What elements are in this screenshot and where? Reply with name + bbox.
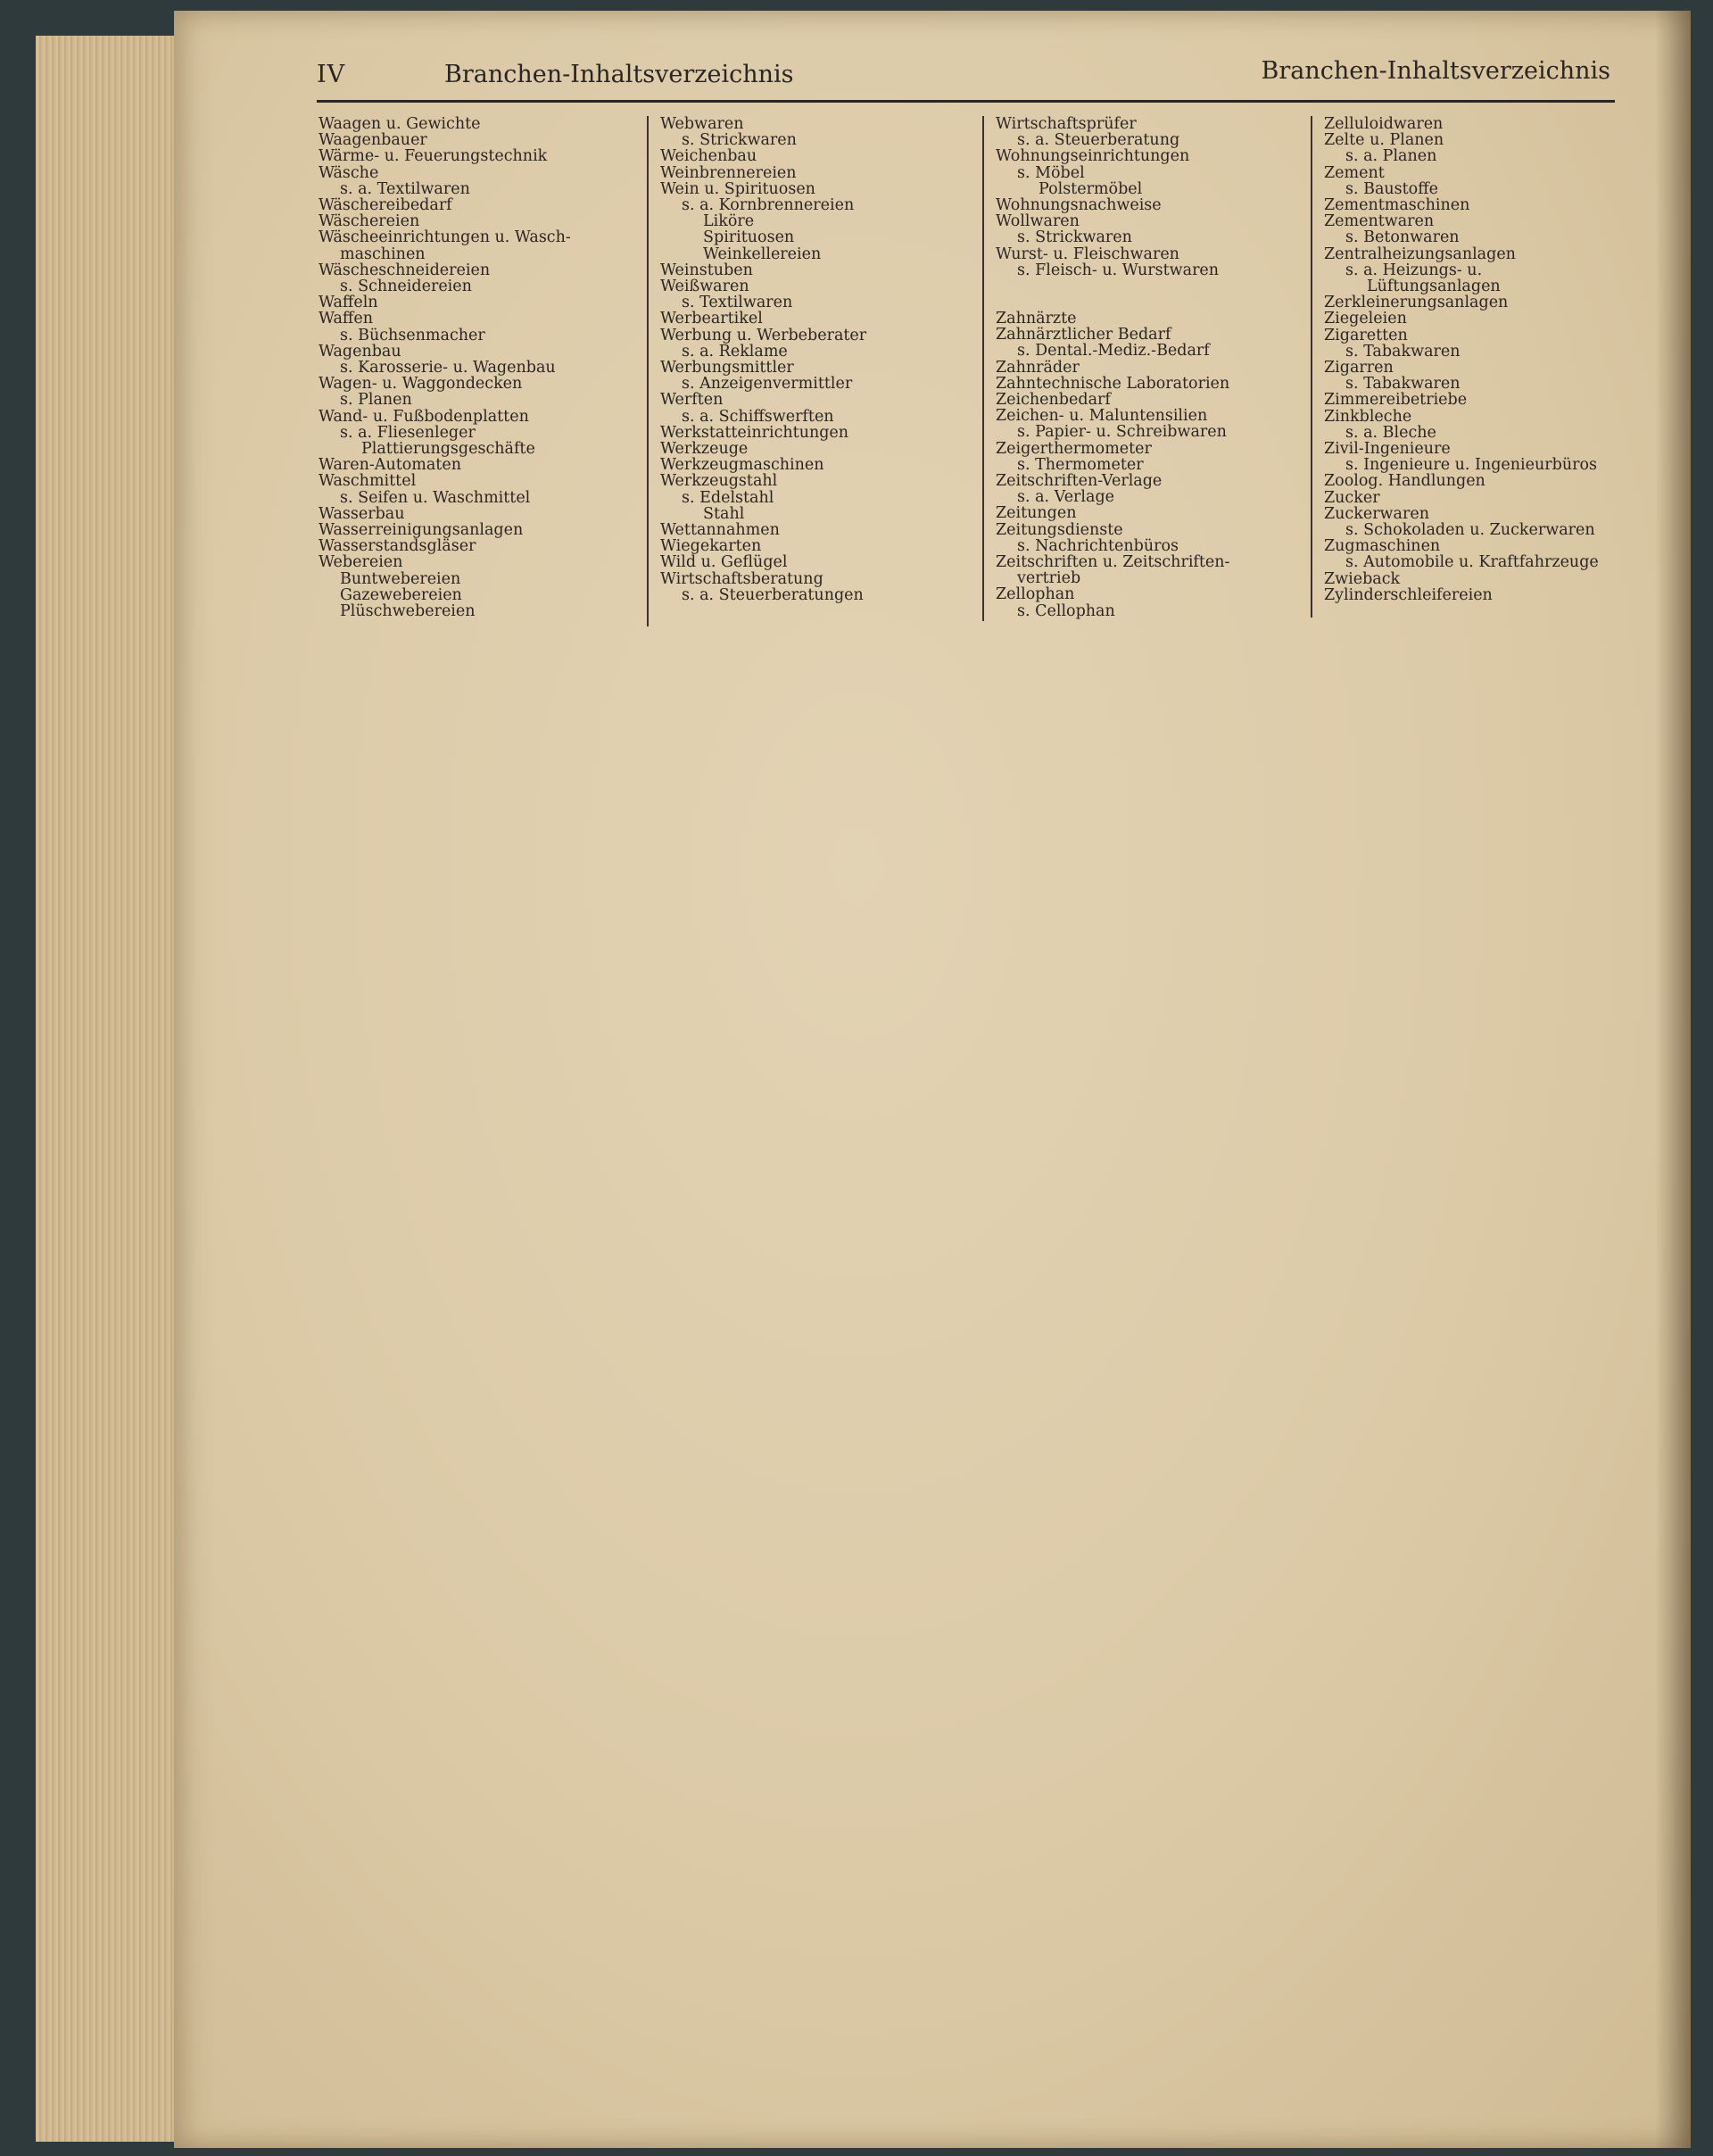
index-entry: Waagenbauer [319, 131, 427, 150]
index-cross-reference: s. Edelstahl [682, 488, 774, 507]
index-cross-reference: maschinen [340, 245, 426, 263]
index-entry: Wasserstandsgläser [319, 537, 476, 556]
index-entry: Webwaren [660, 115, 744, 133]
index-entry: Zuckerwaren [1324, 504, 1429, 523]
index-entry: Zeitungsdienste [996, 520, 1123, 539]
index-cross-reference: s. Tabakwaren [1345, 375, 1461, 394]
index-entry: Wollwaren [996, 212, 1080, 231]
index-cross-reference: Buntwebereien [340, 569, 461, 588]
index-cross-reference: s. a. Schiffswerften [682, 407, 834, 426]
index-entry: Zahnräder [996, 358, 1080, 377]
index-entry: Zivil-Ingenieure [1324, 440, 1451, 459]
index-entry: Zylinderschleifereien [1324, 585, 1493, 604]
index-entry: Zeitschriften u. Zeitschriften- [996, 553, 1230, 572]
index-entry: Webereien [319, 553, 403, 572]
index-entry: Wasserreinigungsanlagen [319, 521, 524, 540]
index-entry: Waffeln [319, 294, 378, 312]
index-entry: Weichenbau [660, 147, 757, 166]
column-divider-3 [1311, 116, 1312, 618]
index-entry: Wettannahmen [660, 521, 780, 540]
index-entry: Wohnungseinrichtungen [996, 147, 1190, 166]
index-entry: Weinstuben [660, 261, 753, 279]
column-divider-1 [647, 116, 649, 626]
index-cross-reference: Liköre [703, 212, 755, 231]
index-cross-reference: s. a. Steuerberatung [1017, 131, 1180, 150]
index-entry: Zimmereibetriebe [1324, 391, 1468, 410]
index-entry: Zahntechnische Laboratorien [996, 374, 1230, 393]
index-cross-reference: s. Schneidereien [340, 278, 472, 296]
index-entry: Zeichenbedarf [996, 391, 1111, 410]
index-columns [319, 116, 1630, 634]
index-entry: Werbeartikel [660, 310, 763, 328]
index-cross-reference: s. a. Reklame [682, 342, 788, 361]
index-cross-reference: vertrieb [1017, 569, 1081, 588]
index-entry: Wagen- u. Waggondecken [319, 375, 523, 394]
index-column-2 [660, 116, 866, 603]
index-entry: Wild u. Geflügel [660, 553, 788, 572]
index-cross-reference: s. Textilwaren [682, 294, 793, 312]
index-entry: Zelte u. Planen [1324, 131, 1444, 150]
index-cross-reference: s. a. Bleche [1345, 423, 1436, 442]
index-cross-reference: s. Automobile u. Kraftfahrzeuge [1345, 553, 1599, 572]
index-cross-reference: s. Papier- u. Schreibwaren [1017, 423, 1227, 442]
index-cross-reference: s. Ingenieure u. Ingenieurbüros [1345, 456, 1597, 475]
index-cross-reference: Polstermöbel [1039, 179, 1143, 198]
index-entry: Werkzeugmaschinen [660, 456, 824, 475]
entry-spacer [996, 278, 1229, 311]
index-cross-reference: s. a. Textilwaren [340, 179, 470, 198]
index-entry: Werften [660, 391, 724, 410]
index-entry: Wäschereibedarf [319, 196, 452, 215]
index-cross-reference: s. Karosserie- u. Wagenbau [340, 359, 556, 377]
index-cross-reference: s. Schokoladen u. Zuckerwaren [1345, 521, 1595, 540]
index-entry: Wäscheschneidereien [319, 261, 491, 279]
index-entry: Wein u. Spirituosen [660, 179, 815, 198]
index-entry: Zahnärzte [996, 310, 1077, 328]
index-entry: Zigaretten [1324, 326, 1408, 344]
index-entry: Zucker [1324, 488, 1380, 507]
index-entry: Wäschereien [319, 212, 420, 231]
index-cross-reference: s. Möbel [1017, 163, 1085, 182]
index-entry: Wohnungsnachweise [996, 196, 1162, 215]
index-cross-reference: s. Strickwaren [682, 131, 797, 150]
index-cross-reference: s. Baustoffe [1345, 179, 1439, 198]
column-divider-2 [982, 116, 984, 621]
index-cross-reference: s. a. Heizungs- u. [1345, 261, 1483, 279]
index-entry: Werkstatteinrichtungen [660, 423, 849, 442]
page-number: IV [317, 61, 346, 88]
index-column-4 [1324, 116, 1599, 603]
index-cross-reference: Gazewebereien [340, 585, 462, 604]
index-cross-reference: s. a. Fliesenleger [340, 423, 476, 442]
index-cross-reference: s. Tabakwaren [1345, 342, 1461, 361]
index-entry: Wurst- u. Fleischwaren [996, 245, 1179, 263]
index-cross-reference: s. Strickwaren [1017, 228, 1132, 247]
index-cross-reference: s. a. Verlage [1017, 488, 1115, 507]
index-entry: Zahnärztlicher Bedarf [996, 326, 1171, 344]
index-entry: Waffen [319, 310, 373, 328]
index-entry: Zentralheizungsanlagen [1324, 245, 1516, 263]
index-cross-reference: s. Cellophan [1017, 601, 1115, 620]
index-cross-reference: s. Betonwaren [1345, 228, 1460, 247]
index-cross-reference: s. Anzeigenvermittler [682, 375, 853, 394]
index-entry: Zeitschriften-Verlage [996, 472, 1163, 491]
index-entry: Werbung u. Werbeberater [660, 326, 867, 344]
index-cross-reference: s. a. Kornbrennereien [682, 196, 855, 215]
index-entry: Zeigerthermometer [996, 439, 1152, 458]
index-cross-reference: s. a. Steuerberatungen [682, 585, 864, 604]
index-cross-reference: Stahl [703, 504, 745, 523]
index-cross-reference: Plüschwebereien [340, 602, 476, 621]
index-entry: Zoolog. Handlungen [1324, 472, 1485, 491]
index-entry: Waren-Automaten [319, 456, 461, 475]
index-entry: Wiegekarten [660, 537, 762, 556]
index-entry: Zigarren [1324, 359, 1394, 377]
index-entry: Waagen u. Gewichte [319, 115, 481, 133]
index-entry: Wasserbau [319, 504, 405, 523]
index-column-3 [996, 116, 1229, 619]
index-cross-reference: s. Nachrichtenbüros [1017, 536, 1179, 555]
index-entry: Zinkbleche [1324, 407, 1412, 426]
index-entry: Wäscheeinrichtungen u. Wasch- [319, 228, 571, 247]
index-entry: Wärme- u. Feuerungstechnik [319, 147, 548, 166]
index-entry: Zerkleinerungsanlagen [1324, 294, 1509, 312]
page-gutter-shadow [1655, 11, 1691, 2148]
index-cross-reference: s. Planen [340, 391, 412, 410]
index-entry: Werkzeugstahl [660, 472, 778, 491]
header-title-left: Branchen-Inhaltsverzeichnis [444, 61, 794, 88]
index-entry: Wäsche [319, 163, 379, 182]
index-entry: Weinbrennereien [660, 163, 797, 182]
index-entry: Waschmittel [319, 472, 417, 491]
index-entry: Zwieback [1324, 569, 1401, 588]
index-entry: Zelluloidwaren [1324, 115, 1444, 133]
index-cross-reference: Spirituosen [703, 228, 795, 247]
index-entry: Wagenbau [319, 342, 401, 361]
index-cross-reference: s. Büchsenmacher [340, 326, 485, 344]
index-entry: Zementwaren [1324, 212, 1435, 231]
index-cross-reference: s. Dental.-Mediz.-Bedarf [1017, 342, 1210, 361]
index-cross-reference: s. Seifen u. Waschmittel [340, 488, 531, 507]
index-cross-reference: Plattierungsgeschäfte [361, 440, 535, 459]
running-header [317, 55, 1615, 103]
index-cross-reference: Weinkellereien [703, 245, 822, 263]
index-column-1 [319, 116, 571, 619]
index-cross-reference: s. Fleisch- u. Wurstwaren [1017, 261, 1220, 279]
index-entry: Zementmaschinen [1324, 196, 1470, 215]
index-entry: Zeichen- u. Maluntensilien [996, 407, 1208, 426]
index-entry: Werbungsmittler [660, 359, 794, 377]
index-cross-reference: s. a. Planen [1345, 147, 1437, 166]
index-entry: Zellophan [996, 585, 1075, 604]
index-entry: Weißwaren [660, 278, 749, 296]
index-entry: Zeitungen [996, 504, 1077, 523]
index-entry: Zugmaschinen [1324, 537, 1441, 556]
header-title-right: Branchen-Inhaltsverzeichnis [1261, 57, 1610, 85]
index-entry: Wirtschaftsberatung [660, 569, 823, 588]
index-entry: Ziegeleien [1324, 310, 1407, 328]
index-entry: Wand- u. Fußbodenplatten [319, 407, 529, 426]
index-cross-reference: Lüftungsanlagen [1367, 278, 1501, 296]
page-edges [36, 36, 189, 2142]
index-entry: Werkzeuge [660, 440, 749, 459]
index-entry: Zement [1324, 163, 1385, 182]
index-entry: Wirtschaftsprüfer [996, 115, 1137, 133]
index-cross-reference: s. Thermometer [1017, 455, 1144, 474]
